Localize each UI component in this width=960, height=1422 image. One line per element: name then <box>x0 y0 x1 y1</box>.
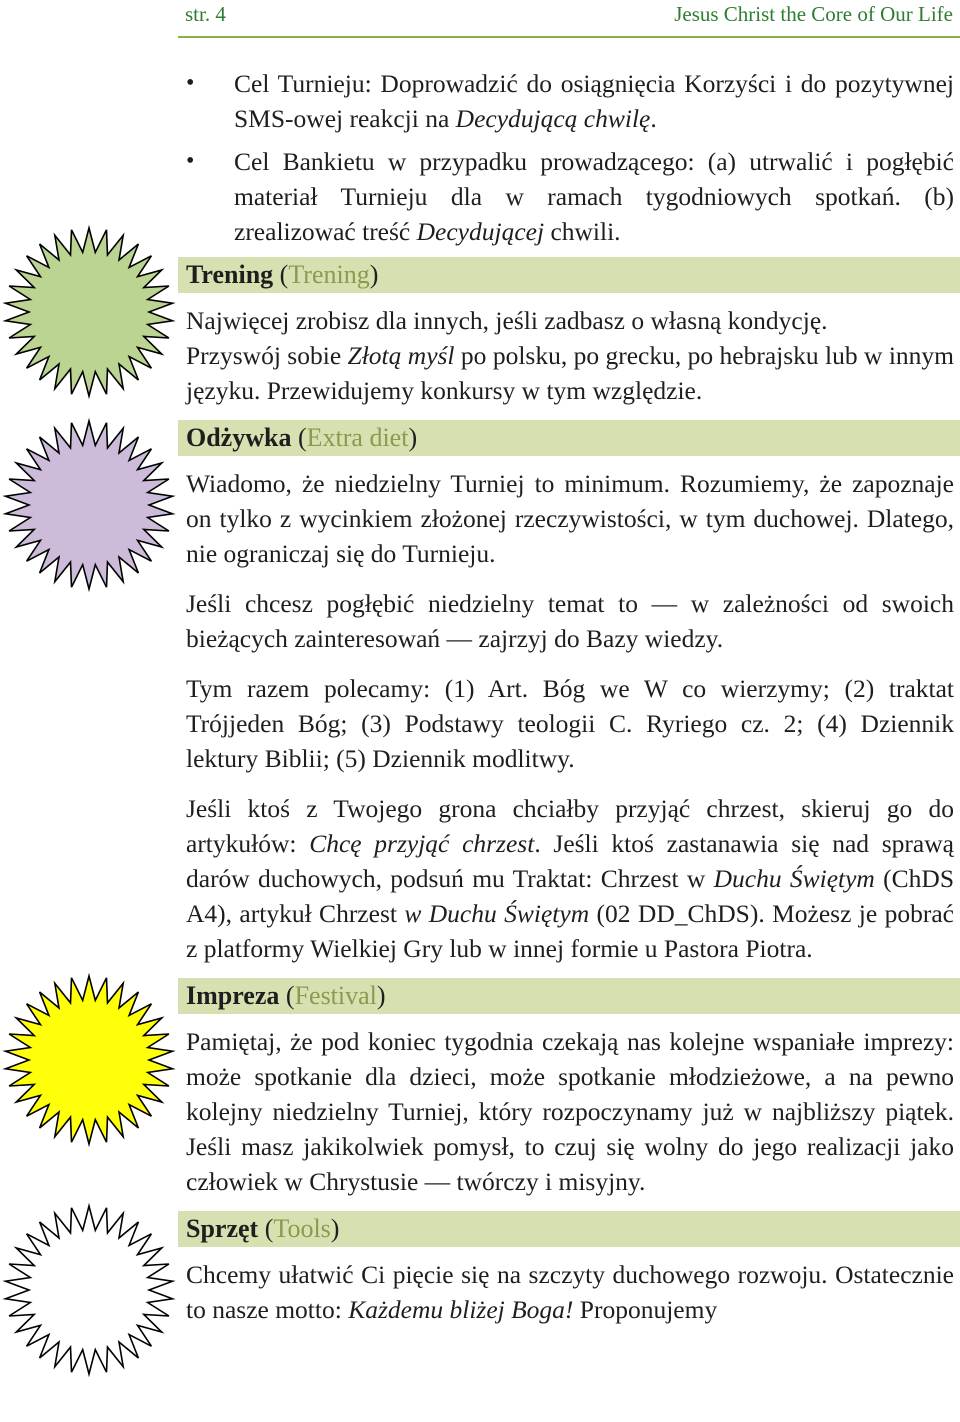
section-heading-impreza: Impreza (Festival) <box>178 978 960 1014</box>
yellow-star-icon <box>6 976 173 1144</box>
page-number: str. 4 <box>185 2 226 26</box>
paragraph: Jeśli chcesz pogłębić niedzielny temat to — w zależności od swoich bieżących zainteresowań — zajrzyj do Bazy wiedzy. <box>186 589 954 653</box>
paragraph: Najwięcej zrobisz dla innych, jeśli zadbasz o własną kondycję. <box>186 306 828 335</box>
running-title: Jesus Christ the Core of Our Life <box>674 2 953 26</box>
white-star-icon <box>6 1206 173 1374</box>
paragraph: Przyswój sobie Złotą myśl po polsku, po grecku, po hebrajsku lub w innym języku. Przewidujemy konkursy w tym względzie. <box>186 341 955 405</box>
star-decorations <box>0 0 178 1422</box>
section-heading-sprzet: Sprzęt (Tools) <box>178 1211 960 1247</box>
section-heading-trening: Trening (Trening) <box>178 257 960 293</box>
paragraph: Wiadomo, że niedzielny Turniej to minimum. Rozumiemy, że zapoznaje on tylko z wycinkiem złożonej rzeczywistości, w tym duchowej. Dlatego, nie ograniczaj się do Turnieju. <box>186 469 954 568</box>
paragraph: Tym razem polecamy: (1) Art. Bóg we W co wierzymy; (2) traktat Trójjeden Bóg; (3) Podstawy teologii C. Ryriego cz. 2; (4) Dziennik lektury Biblii; (5) Dziennik modlitwy. <box>186 674 954 773</box>
paragraph: Chcemy ułatwić Ci pięcie się na szczyty duchowego rozwoju. Ostatecznie to nasze motto: Każdemu bliżej Boga! Proponujemy <box>186 1260 954 1324</box>
goals-list <box>186 66 954 249</box>
list-item: • Cel Turnieju: Doprowadzić do osiągnięcia Korzyści i do pozytywnej SMS-owej reakcji na Decydującą chwilę. <box>186 66 954 136</box>
paragraph: Pamiętaj, że pod koniec tygodnia czekają nas kolejne wspaniałe imprezy: może spotkanie dla dzieci, może spotkanie młodzieżowe, a na pewno kolejny niedzielny Turniej, który rozpoczynamy już w najbliższy piątek. Jeśli masz jakikolwiek pomysł, to czuj się wolny do jego realizacji jako człowiek w Chrystusie — twórczy i misyjny. <box>186 1027 954 1196</box>
section-heading-odzywka: Odżywka (Extra diet) <box>178 420 960 456</box>
page-content <box>186 66 954 1327</box>
green-star-icon <box>6 228 173 396</box>
lilac-star-icon <box>6 421 173 589</box>
paragraph: Jeśli ktoś z Twojego grona chciałby przyjąć chrzest, skieruj go do artykułów: Chcę przyjąć chrzest. Jeśli ktoś zastanawia się nad sprawą darów duchowych, podsuń mu Traktat: Chrzest w Duchu Świętym (ChDS A4), artykuł Chrzest w Duchu Świętym (02 DD_ChDS). Możesz je pobrać z platformy Wielkiej Gry lub w innej formie u Pastora Piotra. <box>186 794 954 963</box>
list-item: • Cel Bankietu w przypadku prowadzącego: (a) utrwalić i pogłębić materiał Turnieju dla w ramach tygodniowych spotkań. (b) zrealizować treść Decydującej chwili. <box>186 144 954 249</box>
header-rule <box>178 36 960 38</box>
